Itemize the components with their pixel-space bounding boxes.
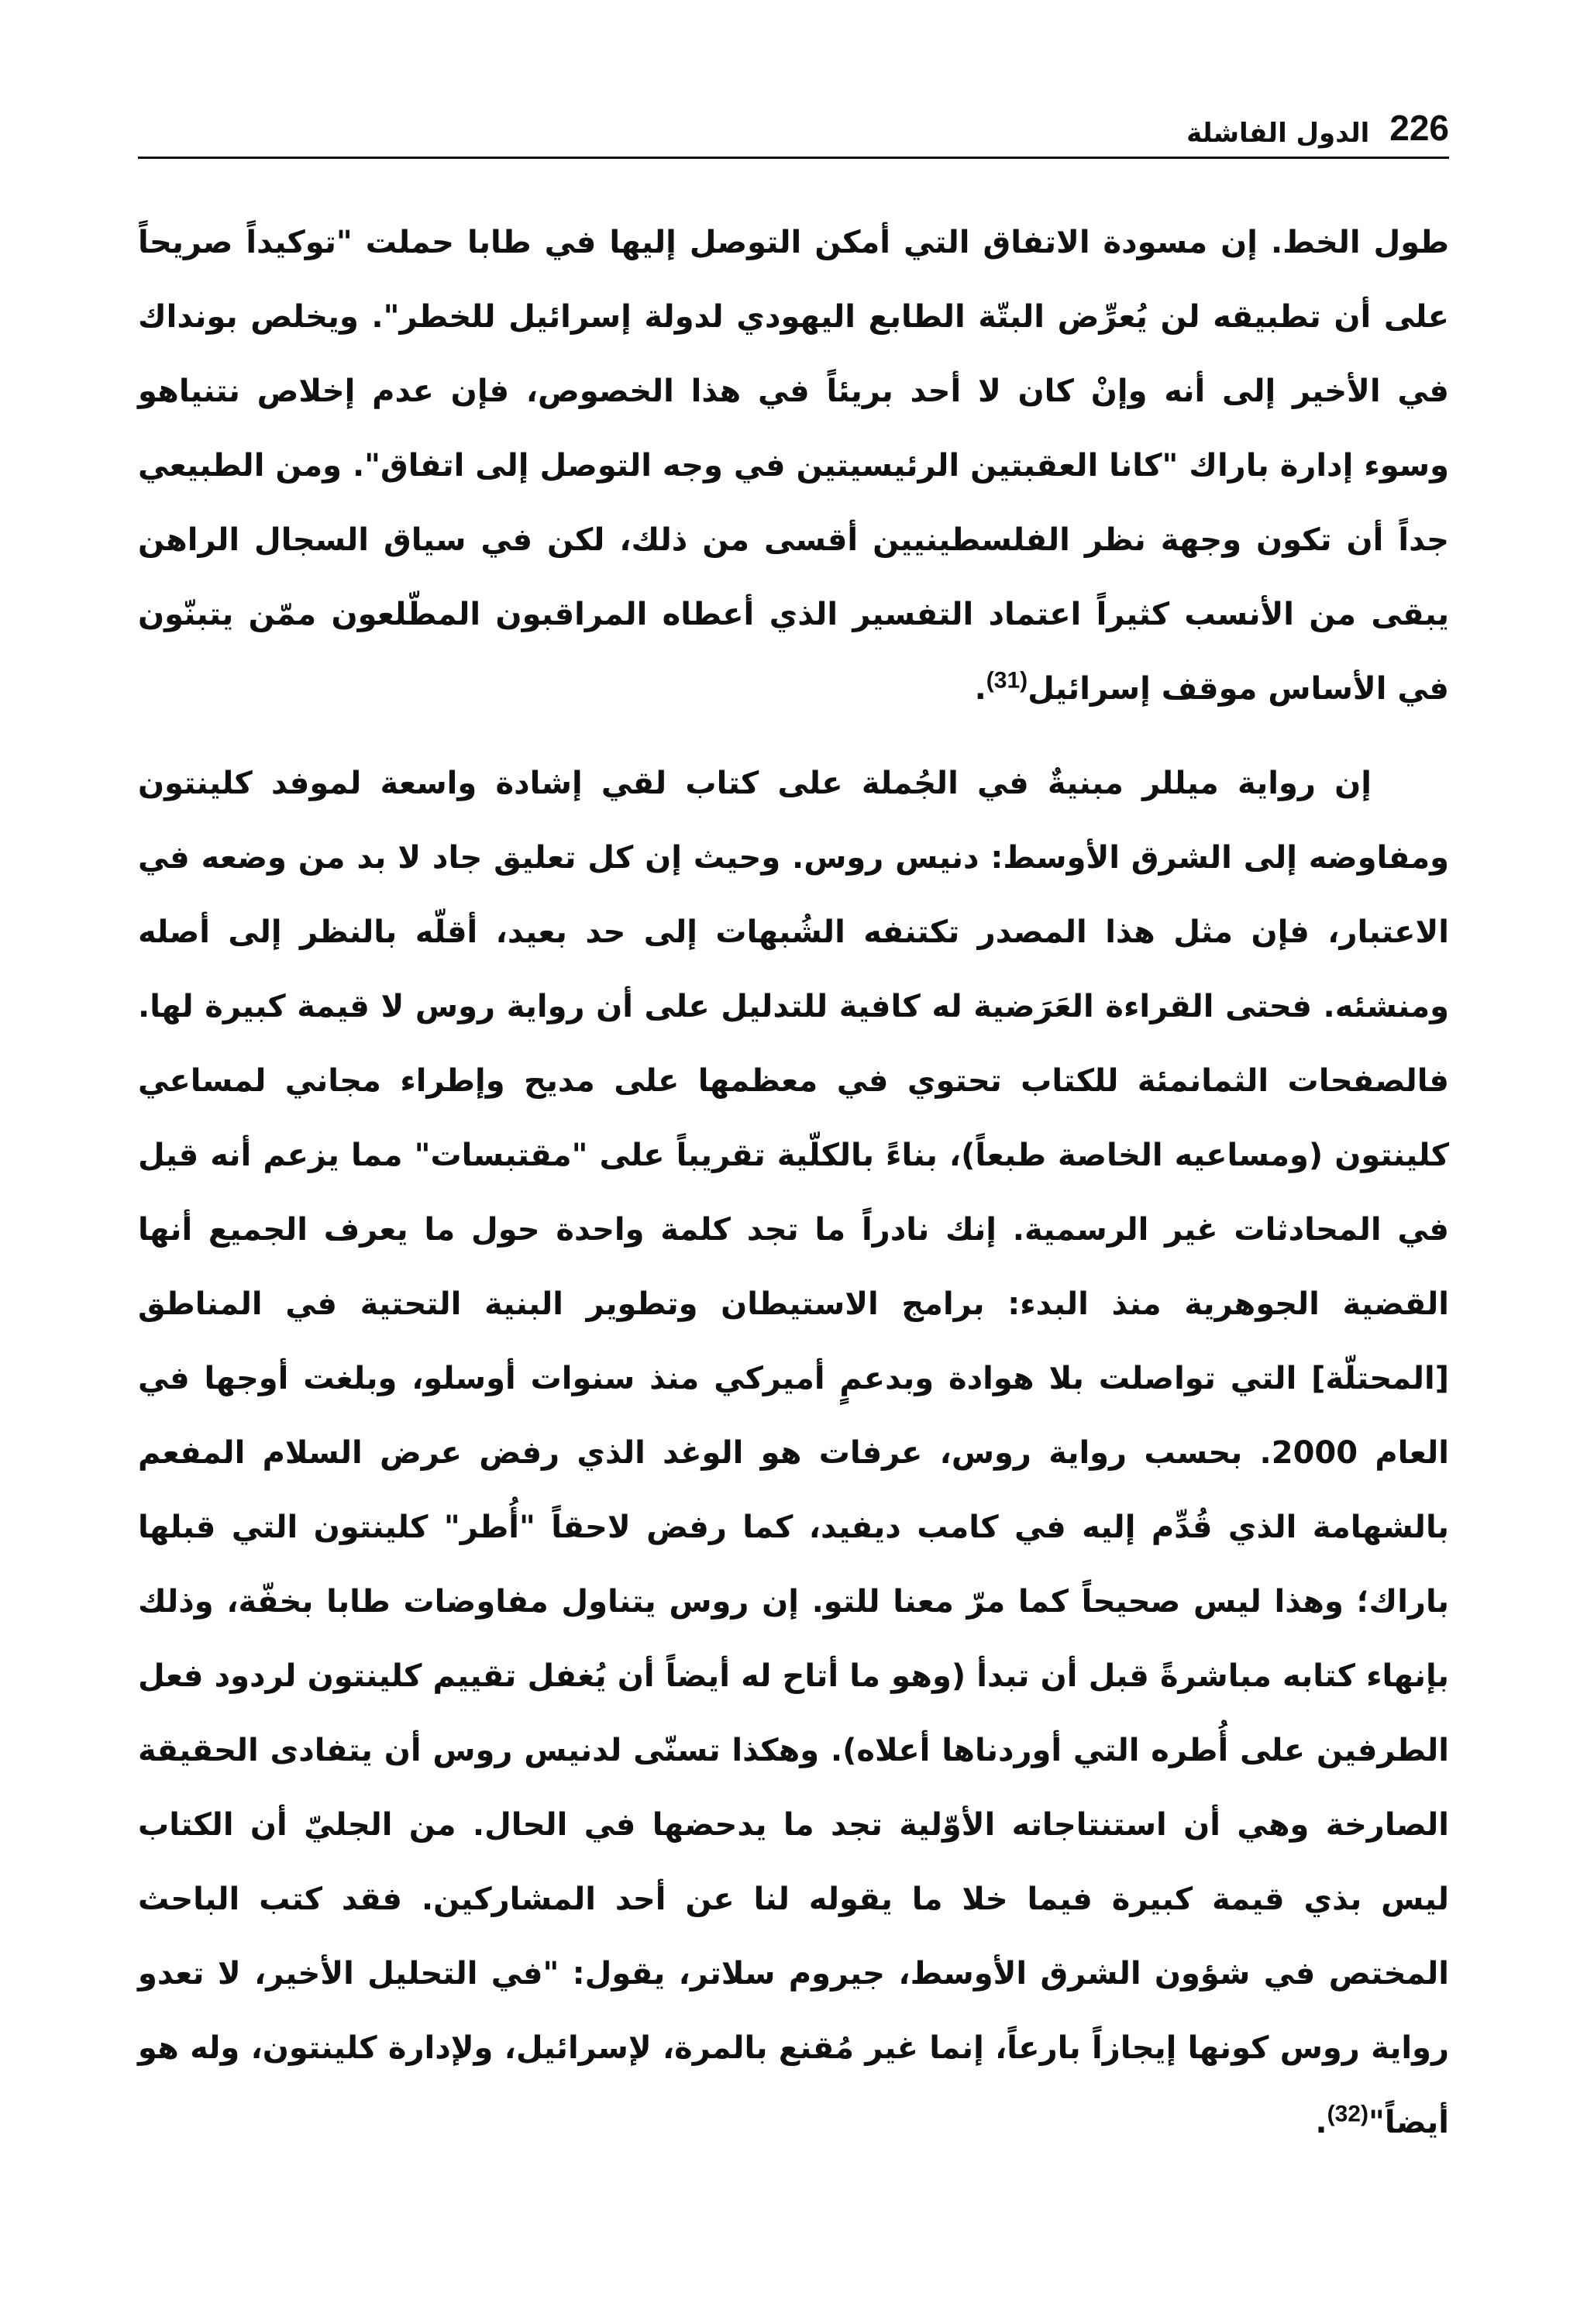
paragraph-text: إن رواية ميللر مبنيةٌ في الجُملة على كتاب لقي إشادة واسعة لموفد كلينتون ومفاوضه إلى الشرق الأوسط: دنيس روس. وحيث إن كل تعليق جاد لا بد من وضعه في الاعتبار، فإن مثل هذا المصدر تكتنفه الشُبهات إلى حد بعيد، أقلّه بالنظر إلى أصله ومنشئه. فحتى القراءة العَرَضية له كافية للتدليل على أن رواية روس لا قيمة كبيرة لها. فالصفحات الثمانمئة للكتاب تحتوي في معظمها على مديح وإطراء مجاني لمساعي كلينتون (ومساعيه الخاصة طبعاً)، بناءً بالكلّية تقريباً على "مقتبسات" مما يزعم أنه قيل في المحادثات غير الرسمية. إنك نادراً ما تجد كلمة واحدة حول ما يعرف الجميع أنها القضية الجوهرية منذ البدء: برامج الاستيطان وتطوير البنية التحتية في المناطق [المحتلّة] التي تواصلت بلا هوادة وبدعمٍ أميركي منذ سنوات أوسلو، وبلغت أوجها في العام 2000. بحسب رواية روس، عرفات هو الوغد الذي رفض عرض السلام المفعم بالشهامة الذي قُدِّم إليه في كامب ديفيد، كما رفض لاحقاً "أُطر" كلينتون التي قبلها باراك؛ وهذا ليس صحيحاً كما مرّ معنا للتو. إن روس يتناول مفاوضات طابا بخفّة، وذلك بإنهاء كتابه مباشرةً قبل أن تبدأ (وهو ما أتاح له أيضاً أن يُغفل تقييم كلينتون لردود فعل الطرفين على أُطره التي أوردناها أعلاه). وهكذا تسنّى لدنيس روس أن يتفادى الحقيقة الصارخة وهي أن استنتاجاته الأوّلية تجد ما يدحضها في الحال. من الجليّ أن الكتاب ليس بذي قيمة كبيرة فيما خلا ما يقوله لنا عن أحد المشاركين. فقد كتب الباحث المختص في شؤون الشرق الأوسط، جيروم سلاتر، يقول: "في التحليل الأخير، لا تعدو رواية روس كونها إيجازاً بارعاً، إنما غير مُقنع بالمرة، لإسرائيل، ولإدارة كلينتون، وله هو أيضاً" [138,766,1449,2140]
running-title: الدول الفاشلة [1186,118,1370,149]
footnote-reference: (32) [1327,2101,1368,2127]
paragraph [138,746,1449,2160]
paragraph-end: . [1315,2105,1327,2140]
running-header [138,87,1449,159]
page-number: 226 [1389,108,1449,148]
body-text [138,205,1449,2160]
paragraph [138,205,1449,726]
footnote-reference: (31) [986,667,1028,694]
paragraph-text: طول الخط. إن مسودة الاتفاق التي أمكن التوصل إليها في طابا حملت "توكيداً صريحاً على أن تطبيقه لن يُعرِّض البتّة الطابع اليهودي لدولة إسرائيل للخطر". ويخلص بونداك في الأخير إلى أنه وإنْ كان لا أحد بريئاً في هذا الخصوص، فإن عدم إخلاص نتنياهو وسوء إدارة باراك "كانا العقبتين الرئيسيتين في وجه التوصل إلى اتفاق". ومن الطبيعي جداً أن تكون وجهة نظر الفلسطينيين أقسى من ذلك، لكن في سياق السجال الراهن يبقى من الأنسب كثيراً اعتماد التفسير الذي أعطاه المراقبون المطّلعون ممّن يتبنّون في الأساس موقف إسرائيل [138,225,1449,707]
paragraph-end: . [974,671,986,707]
